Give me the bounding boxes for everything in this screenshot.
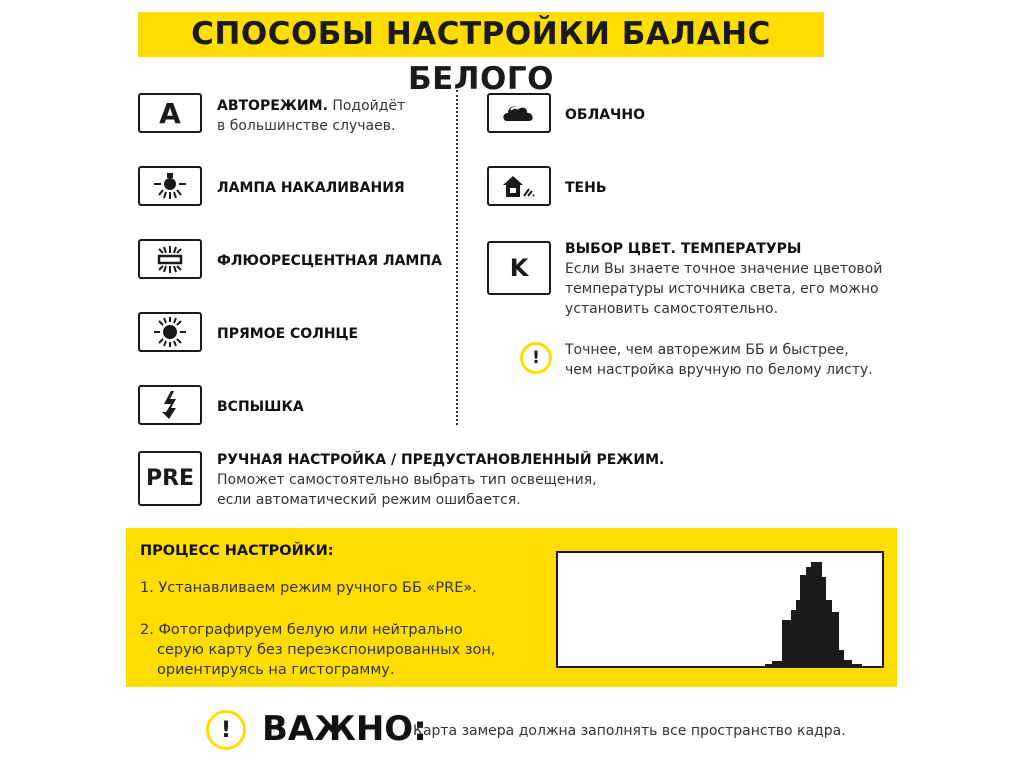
cloudy-label: [565, 105, 645, 125]
auto-mode-icon: A: [138, 93, 202, 133]
fluorescent-label: [217, 251, 442, 271]
column-divider: [456, 90, 458, 425]
auto-mode-desc: Подойдёт: [327, 98, 406, 114]
kelvin-label: [565, 239, 882, 319]
process-step-2: [140, 620, 495, 680]
incandescent-lamp-icon: [138, 166, 202, 206]
shade-label: [565, 178, 607, 198]
process-heading: ПРОЦЕСС НАСТРОЙКИ:: [140, 543, 334, 559]
incandescent-label: [217, 178, 405, 198]
histogram: [556, 551, 884, 668]
auto-mode-desc2: в большинстве случаев.: [217, 118, 396, 134]
cloudy-icon: [487, 93, 551, 133]
tip-line: чем настройка вручную по белому листу.: [565, 362, 873, 378]
kelvin-desc-line: температуры источника света, его можно: [565, 281, 879, 297]
cloudy-title: ОБЛАЧНО: [565, 107, 645, 123]
auto-mode-label: [217, 96, 405, 136]
fluorescent-title: ФЛЮОРЕСЦЕНТНАЯ ЛАМПА: [217, 253, 442, 269]
kelvin-icon: K: [487, 241, 551, 295]
step2-line: серую карту без переэкспонированных зон,: [157, 642, 496, 658]
incandescent-title: ЛАМПА НАКАЛИВАНИЯ: [217, 180, 405, 196]
kelvin-desc-line: Если Вы знаете точное значение цветовой: [565, 261, 883, 277]
kelvin-title: ВЫБОР ЦВЕТ. ТЕМПЕРАТУРЫ: [565, 241, 802, 257]
sun-title: ПРЯМОЕ СОЛНЦЕ: [217, 326, 359, 342]
kelvin-desc-line: установить самостоятельно.: [565, 301, 779, 317]
pre-mode-title: РУЧНАЯ НАСТРОЙКА / ПРЕДУСТАНОВЛЕННЫЙ РЕЖИМ.: [217, 452, 665, 468]
sun-label: [217, 324, 358, 344]
histogram-graph: [558, 553, 882, 666]
pre-mode-label: [217, 450, 664, 510]
important-exclamation-icon: !: [206, 710, 246, 750]
process-step-1: 1. Устанавливаем режим ручного ББ «PRE».: [140, 580, 477, 596]
pre-mode-icon: PRE: [138, 451, 202, 506]
step2-line: 2. Фотографируем белую или нейтрально: [140, 622, 463, 638]
flash-title: ВСПЫШКА: [217, 399, 304, 415]
step2-line: ориентируясь на гистограмму.: [157, 662, 395, 678]
sun-icon: [138, 312, 202, 352]
page-title: СПОСОБЫ НАСТРОЙКИ БАЛАНС БЕЛОГО: [138, 12, 824, 57]
fluorescent-lamp-icon: [138, 239, 202, 279]
flash-label: [217, 397, 304, 417]
pre-desc-line: Поможет самостоятельно выбрать тип освещения,: [217, 472, 597, 488]
tip-line: Точнее, чем авторежим ББ и быстрее,: [565, 342, 849, 358]
tip-text: [565, 340, 873, 380]
important-label: ВАЖНО:: [262, 709, 427, 749]
auto-mode-title: АВТОРЕЖИМ.: [217, 98, 328, 114]
tip-exclamation-icon: !: [520, 342, 552, 374]
pre-desc-line: если автоматический режим ошибается.: [217, 492, 521, 508]
shade-title: ТЕНЬ: [565, 180, 607, 196]
shade-icon: [487, 166, 551, 206]
flash-icon: [138, 385, 202, 425]
important-text: Карта замера должна заполнять все пространство кадра.: [413, 723, 846, 739]
